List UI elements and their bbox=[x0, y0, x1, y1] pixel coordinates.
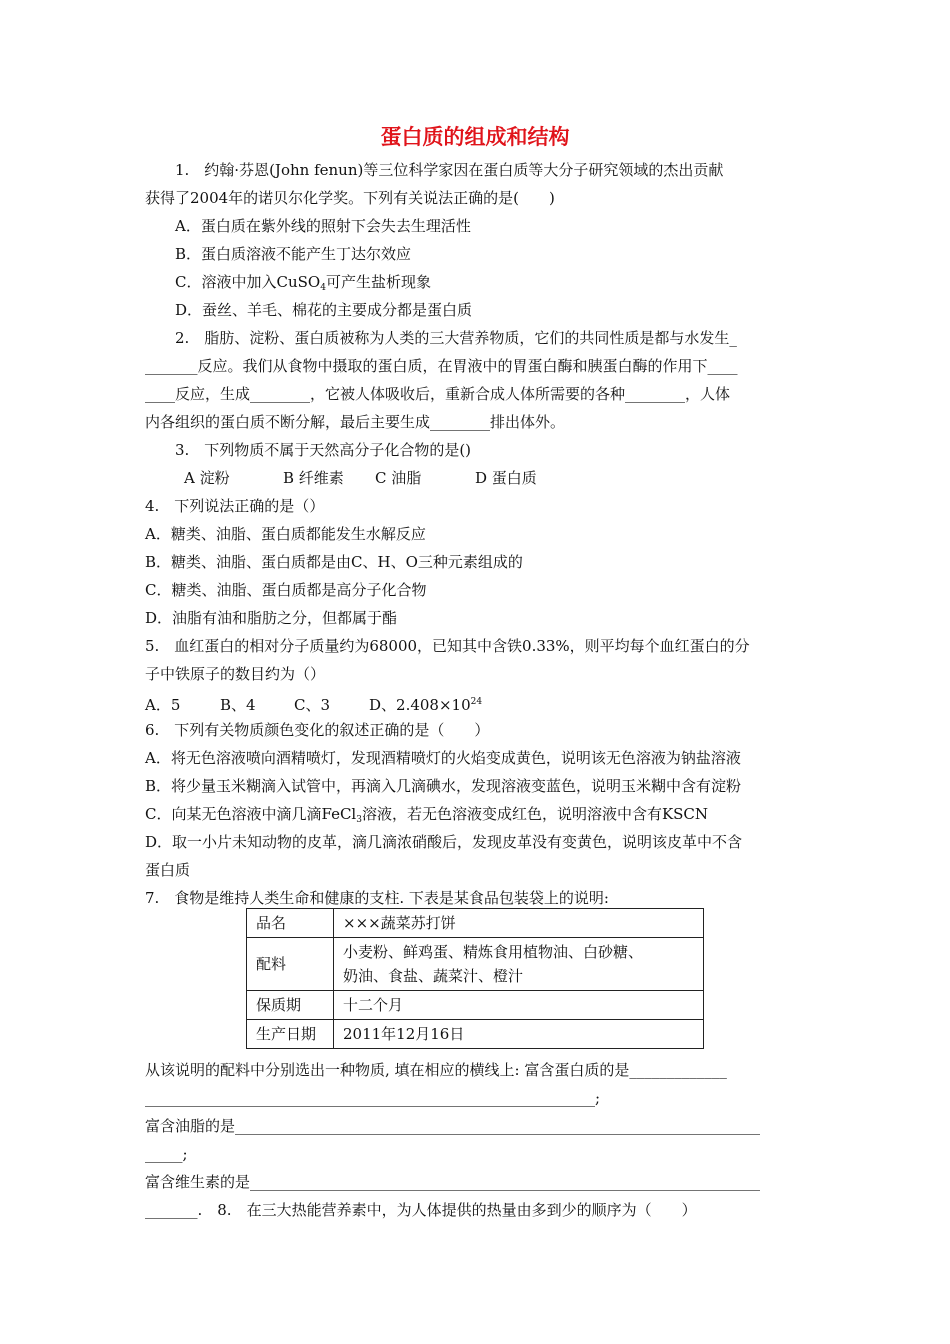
q3-option-d: D 蛋白质 bbox=[475, 469, 537, 487]
food-label-table bbox=[246, 908, 704, 1049]
q6-option-c-sub: 3 bbox=[356, 815, 362, 825]
q7-fill-line3: 富含油脂的是______________________________________________________________________ bbox=[145, 1117, 761, 1135]
q5-options bbox=[145, 692, 482, 715]
q7-fill-line4: _____; bbox=[145, 1145, 188, 1163]
q7-fill-line5: 富含维生素的是____________________________________________________________________ bbox=[145, 1173, 761, 1191]
q1-option-c-sub: 4 bbox=[320, 283, 326, 293]
q5-option-d-pre: D、2.408×10 bbox=[369, 696, 471, 714]
q7-fill-line1: 从该说明的配料中分别选出一种物质, 填在相应的横线上: 富含蛋白质的是_____________ bbox=[145, 1061, 727, 1079]
q1-option-c-post: 可产生盐析现象 bbox=[325, 273, 431, 291]
q4-option-a: A．糖类、油脂、蛋白质都能发生水解反应 bbox=[145, 525, 426, 543]
table-value: 十二个月 bbox=[334, 991, 704, 1020]
table-key: 保质期 bbox=[247, 991, 334, 1020]
q3-option-b: B 纤维素 bbox=[283, 469, 344, 487]
q1-option-d: D．蚕丝、羊毛、棉花的主要成分都是蛋白质 bbox=[175, 301, 473, 319]
q5-option-a: A．5 bbox=[145, 696, 181, 714]
q3-options bbox=[184, 468, 537, 488]
q3-option-a: A 淀粉 bbox=[184, 469, 230, 487]
q6-option-c-post: 溶液，若无色溶液变成红色，说明溶液中含有KSCN bbox=[361, 805, 709, 823]
table-value: ×××蔬菜苏打饼 bbox=[334, 909, 704, 938]
q2-stem-line1: 2. 脂肪、淀粉、蛋白质被称为人类的三大营养物质，它们的共同性质是都与水发生_ bbox=[175, 329, 737, 347]
q6-option-d-line1: D．取一小片未知动物的皮革，滴几滴浓硝酸后，发现皮革没有变黄色，说明该皮革中不含 bbox=[145, 833, 743, 851]
table-value-line2: 奶油、食盐、蔬菜汁、橙汁 bbox=[343, 967, 524, 985]
q1-stem-line2: 获得了2004年的诺贝尔化学奖。下列有关说法正确的是( ) bbox=[145, 189, 555, 207]
q1-option-b: B．蛋白质溶液不能产生丁达尔效应 bbox=[175, 245, 412, 263]
q7-fill-line2: ____________________________________________________________; bbox=[145, 1089, 601, 1107]
table-value-line1: 小麦粉、鲜鸡蛋、精炼食用植物油、白砂糖、 bbox=[343, 943, 644, 961]
table-value: 2011年12月16日 bbox=[334, 1020, 704, 1049]
q5-stem-line2: 子中铁原子的数目约为（） bbox=[145, 665, 326, 683]
table-key: 品名 bbox=[247, 909, 334, 938]
q5-option-b: B、4 bbox=[220, 696, 256, 714]
q1-option-a: A．蛋白质在紫外线的照射下会失去生理活性 bbox=[175, 217, 471, 235]
q6-option-d-line2: 蛋白质 bbox=[145, 861, 191, 879]
table-row bbox=[247, 938, 704, 991]
table-key: 生产日期 bbox=[247, 1020, 334, 1049]
q7-fill-line6: _______. 8. 在三大热能营养素中，为人体提供的热量由多到少的顺序为（ ） bbox=[145, 1201, 697, 1219]
q7-stem: 7. 食物是维持人类生命和健康的支柱. 下表是某食品包装袋上的说明: bbox=[145, 889, 609, 907]
q5-option-c: C、3 bbox=[294, 696, 331, 714]
page-title: 蛋白质的组成和结构 bbox=[380, 125, 570, 149]
q5-option-d-sup: 24 bbox=[470, 697, 483, 707]
table-row bbox=[247, 1020, 704, 1049]
q6-option-c-pre: C．向某无色溶液中滴几滴FeCl bbox=[145, 805, 357, 823]
q4-stem: 4. 下列说法正确的是（） bbox=[145, 497, 325, 515]
q5-option-d bbox=[369, 692, 482, 715]
q4-option-d: D．油脂有油和脂肪之分，但都属于酯 bbox=[145, 609, 398, 627]
table-value bbox=[334, 938, 704, 991]
q6-option-c bbox=[145, 804, 708, 830]
q5-stem-line1: 5. 血红蛋白的相对分子质量约为68000，已知其中含铁0.33%，则平均每个血红蛋白的分 bbox=[145, 637, 750, 655]
q1-option-c bbox=[175, 272, 431, 298]
q2-stem-line4: 内各组织的蛋白质不断分解，最后主要生成________排出体外。 bbox=[145, 413, 566, 431]
table-row bbox=[247, 909, 704, 938]
q1-option-c-pre: C．溶液中加入CuSO bbox=[175, 273, 321, 291]
q6-stem: 6. 下列有关物质颜色变化的叙述正确的是（ ） bbox=[145, 721, 490, 739]
table-key: 配料 bbox=[247, 938, 334, 991]
q6-option-a: A．将无色溶液喷向酒精喷灯，发现酒精喷灯的火焰变成黄色，说明该无色溶液为钠盐溶液 bbox=[145, 749, 741, 767]
q4-option-b: B．糖类、油脂、蛋白质都是由C、H、O三种元素组成的 bbox=[145, 553, 523, 571]
q6-option-b: B．将少量玉米糊滴入试管中，再滴入几滴碘水，发现溶液变蓝色，说明玉米糊中含有淀粉 bbox=[145, 777, 742, 795]
table-row bbox=[247, 991, 704, 1020]
q3-stem: 3. 下列物质不属于天然高分子化合物的是() bbox=[175, 441, 472, 459]
q2-stem-line2: _______反应。我们从食物中摄取的蛋白质，在胃液中的胃蛋白酶和胰蛋白酶的作用下____ bbox=[145, 357, 738, 375]
q2-stem-line3: ____反应，生成________，它被人体吸收后，重新合成人体所需要的各种________，人体 bbox=[145, 385, 731, 403]
q1-stem-line1: 1. 约翰·芬恩(John fenun)等三位科学家因在蛋白质等大分子研究领域的杰出贡献 bbox=[175, 161, 724, 179]
q3-option-c: C 油脂 bbox=[375, 469, 422, 487]
q4-option-c: C．糖类、油脂、蛋白质都是高分子化合物 bbox=[145, 581, 427, 599]
